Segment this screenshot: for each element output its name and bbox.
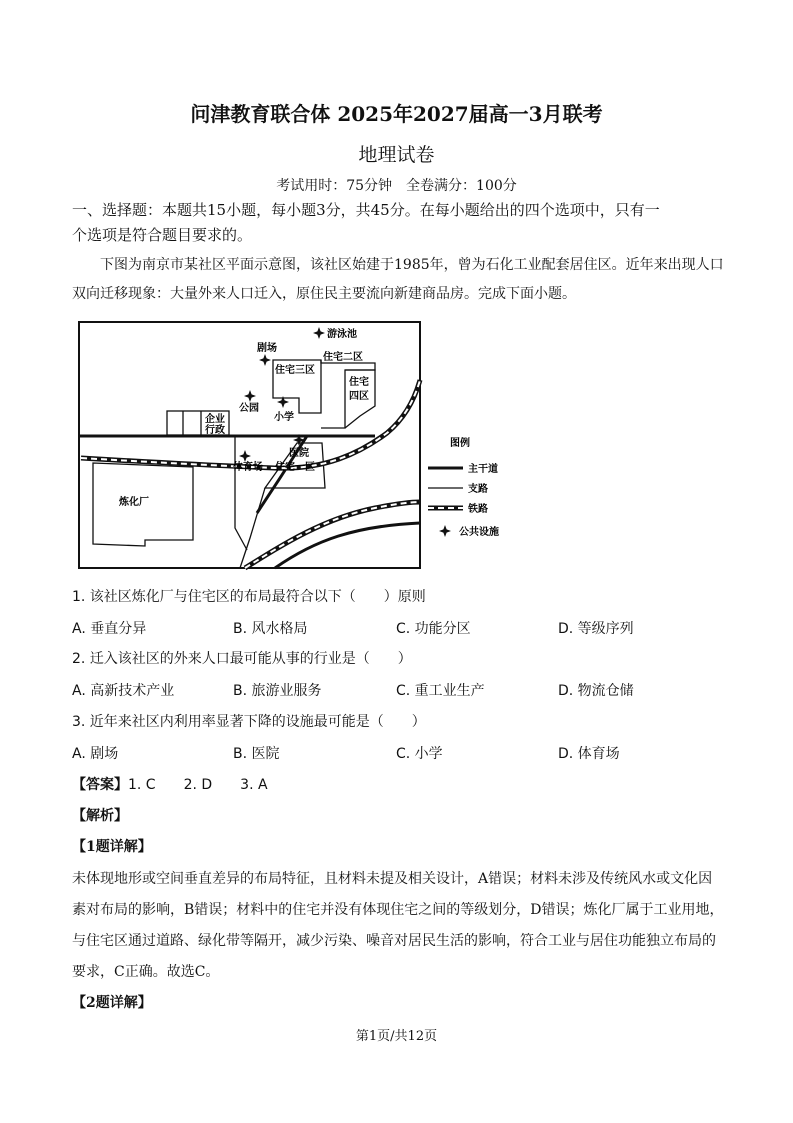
page-number: 第1页/共12页	[355, 1029, 438, 1044]
legend-facility-marker	[439, 525, 451, 537]
label-theater: 剧场	[257, 343, 277, 354]
label-enterprise-a: 企业	[205, 414, 225, 425]
q1-detail-line4: 要求，C正确。故选C。	[72, 964, 220, 980]
material-line1: 下图为南京市某社区平面示意图，该社区始建于1985年，曾为石化工业配套居住区。近年来出现人口	[100, 257, 724, 273]
label-residential-2: 住宅二区	[323, 352, 363, 363]
question-1-stem: 1. 该社区炼化厂与住宅区的布局最符合以下（ ）原则	[72, 589, 426, 605]
label-stadium: 体育场	[233, 462, 263, 473]
question-3-option-d: D. 体育场	[558, 746, 620, 762]
exam-info: 考试用时：75分钟 全卷满分：100分	[276, 178, 517, 194]
legend-main-road: 主干道	[468, 464, 498, 475]
legend-public-facility: 公共设施	[459, 527, 499, 538]
swimming-pool-marker	[313, 327, 325, 339]
legend-branch-road: 支路	[468, 484, 488, 495]
section-intro-line1: 一、选择题：本题共15小题，每小题3分，共45分。在每小题给出的四个选项中，只有一	[72, 201, 660, 219]
legend-railway: 铁路	[468, 504, 488, 515]
question-3-option-b: B. 医院	[233, 746, 280, 762]
question-1-option-c: C. 功能分区	[396, 621, 471, 637]
label-refinery: 炼化厂	[119, 497, 149, 508]
label-swimming-pool: 游泳池	[327, 329, 357, 340]
q2-detail-label: 【2题详解】	[72, 995, 152, 1011]
label-park: 公园	[239, 403, 259, 414]
material-line2: 双向迁移现象：大量外来人口迁入，原住民主要流向新建商品房。完成下面小题。	[72, 286, 576, 302]
analysis-label: 【解析】	[72, 808, 128, 824]
question-2-option-d: D. 物流仓储	[558, 683, 634, 699]
question-1-option-a: A. 垂直分异	[72, 621, 147, 637]
label-school: 小学	[274, 412, 294, 423]
label-residential-3: 住宅三区	[275, 365, 315, 376]
label-hospital: 医院	[289, 448, 309, 459]
answer-block	[72, 774, 268, 794]
q1-detail-line1: 未体现地形或空间垂直差异的布局特征，且材料未提及相关设计，A错误；材料未涉及传统风水或文化因	[72, 871, 713, 887]
question-2-stem: 2. 迁入该社区的外来人口最可能从事的行业是（ ）	[72, 651, 412, 667]
question-2-option-a: A. 高新技术产业	[72, 683, 175, 699]
park-marker	[244, 390, 256, 402]
question-3-stem: 3. 近年来社区内利用率显著下降的设施最可能是（ ）	[72, 714, 426, 730]
map-legend	[428, 436, 499, 538]
answer-text: 1. C 2. D 3. A	[128, 777, 268, 793]
question-3-option-c: C. 小学	[396, 746, 443, 762]
legend-title: 图例	[450, 438, 470, 449]
question-2-option-c: C. 重工业生产	[396, 683, 485, 699]
main-road-curve	[275, 523, 420, 568]
question-2-option-b: B. 旅游业服务	[233, 683, 322, 699]
label-residential-4a: 住宅	[349, 377, 369, 388]
section-intro-line2: 个选项是符合题目要求的。	[72, 226, 253, 244]
q1-detail-label: 【1题详解】	[72, 839, 152, 855]
exam-title: 问津教育联合体 2025年2027届高一3月联考	[190, 102, 603, 126]
question-1-option-d: D. 等级序列	[558, 621, 634, 637]
question-1-option-b: B. 风水格局	[233, 621, 308, 637]
answer-label: 【答案】	[72, 777, 128, 793]
label-residential-4b: 四区	[349, 391, 369, 402]
q1-detail-line3: 与住宅区通过道路、绿化带等隔开，减少污染、噪音对居民生活的影响，符合工业与居住功能独立布局的	[72, 933, 716, 949]
subject-title: 地理试卷	[358, 144, 435, 166]
railway-2	[245, 502, 420, 568]
community-map	[75, 318, 515, 573]
theater-marker	[259, 354, 271, 366]
label-residential-1: 住宅一区	[275, 462, 315, 473]
facility-markers	[239, 327, 325, 462]
label-enterprise-b: 行政	[205, 425, 225, 436]
q1-detail-line2: 素对布局的影响，B错误；材料中的住宅并没有体现住宅之间的等级划分，D错误；炼化厂属于工业用地，	[72, 902, 724, 918]
stadium-marker	[239, 450, 251, 462]
question-3-option-a: A. 剧场	[72, 746, 119, 762]
